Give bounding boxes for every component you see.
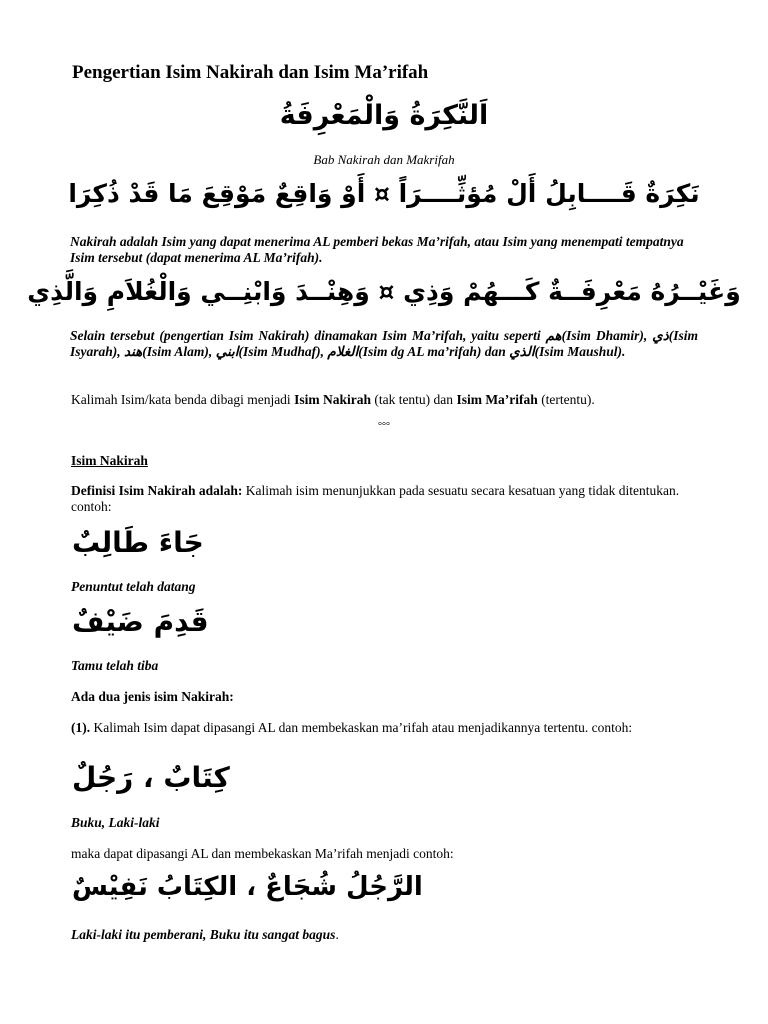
separator: °°° xyxy=(378,421,390,432)
example-2-arabic: قَدِمَ ضَيْفٌ xyxy=(72,605,209,638)
example-1-meaning: Penuntut telah datang xyxy=(71,579,196,594)
section-heading: Isim Nakirah xyxy=(71,453,148,468)
verse-1-translation: Nakirah adalah Isim yang dapat menerima AL pemberi bekas Ma’rifah, atau Isim yang menempati tempatnya Isim tersebut (dapat menerima AL Ma’rifah). xyxy=(70,234,684,265)
period: . xyxy=(335,927,339,942)
translation-text: (Isim Alam), xyxy=(142,344,216,359)
example-4-meaning-text: Laki-laki itu pemberani, Buku itu sangat bagus xyxy=(71,927,336,942)
jenis-1-text: Kalimah Isim dapat dipasangi AL dan membekaskan ma’rifah atau menjadikannya tertentu. contoh: xyxy=(90,720,633,735)
arabic-word: الغلام xyxy=(327,344,359,360)
intro-text: Kalimah Isim/kata benda dibagi menjadi xyxy=(71,392,295,407)
translation-text: (Isim Mudhaf), xyxy=(238,344,328,359)
arabic-word: ذي xyxy=(652,328,669,344)
jenis-heading: Ada dua jenis isim Nakirah: xyxy=(71,689,234,704)
bab-subtitle: Bab Nakirah dan Makrifah xyxy=(313,152,455,167)
example-4-meaning xyxy=(71,927,339,943)
definition-paragraph xyxy=(71,483,691,515)
verse-2-translation xyxy=(70,328,698,360)
translation-text: (Isim dg AL ma’rifah) dan xyxy=(358,344,510,359)
verse-1: نَكِرَةٌ قَــــابِلُ أَلْ مُؤثِّــــرَاً ¤ أَوْ وَاقِعٌ مَوْقِعَ مَا قَدْ ذُكِرَا xyxy=(68,179,700,208)
maka-paragraph: maka dapat dipasangi AL dan membekaskan Ma’rifah menjadi contoh: xyxy=(71,846,454,861)
arabic-word: الذي xyxy=(509,344,535,360)
example-3-arabic: كِتَابٌ ، رَجُلٌ xyxy=(72,761,230,794)
page-title: Pengertian Isim Nakirah dan Isim Ma’rifah xyxy=(72,62,429,83)
translation-text: (Isim Maushul). xyxy=(534,344,626,359)
definition-text: Kalimah isim menunjukkan pada sesuatu secara kesatuan yang tidak ditentukan. contoh: xyxy=(71,483,680,514)
arabic-heading: اَلنَّكِرَةُ وَالْمَعْرِفَةُ xyxy=(279,100,489,131)
intro-bold-nakirah: Isim Nakirah xyxy=(294,392,371,407)
translation-text: Selain tersebut (pengertian Isim Nakirah) dinamakan Isim Ma’rifah, yaitu seperti xyxy=(70,328,546,343)
verse-2: وَغَيْــرُهُ مَعْرِفَــةٌ كَـــهُمْ وَذِي ¤ وَهِنْــدَ وَابْنِــي وَالْغُلاَمِ وَالَّذِي xyxy=(27,277,741,306)
example-1-arabic: جَاءَ طَالِبٌ xyxy=(72,526,204,559)
translation-text: (Isim Isyarah), xyxy=(70,328,698,359)
jenis-1-paragraph xyxy=(71,720,691,736)
translation-text: (Isim Dhamir), xyxy=(561,328,653,343)
intro-paragraph xyxy=(71,392,595,408)
intro-bold-marifah: Isim Ma’rifah xyxy=(456,392,538,407)
example-3-meaning: Buku, Laki-laki xyxy=(71,815,160,830)
arabic-word: هند xyxy=(124,344,143,360)
arabic-word: هم xyxy=(545,328,562,344)
intro-text: (tak tentu) dan xyxy=(370,392,457,407)
definition-label: Definisi Isim Nakirah adalah: xyxy=(71,483,243,498)
arabic-word: ابني xyxy=(215,344,239,360)
example-2-meaning: Tamu telah tiba xyxy=(71,658,159,673)
jenis-1-number: (1). xyxy=(71,720,91,735)
intro-text: (tertentu). xyxy=(537,392,595,407)
example-4-arabic: الرَّجُلُ شُجَاعٌ ، الكِتَابُ نَفِيْسٌ xyxy=(72,872,423,902)
